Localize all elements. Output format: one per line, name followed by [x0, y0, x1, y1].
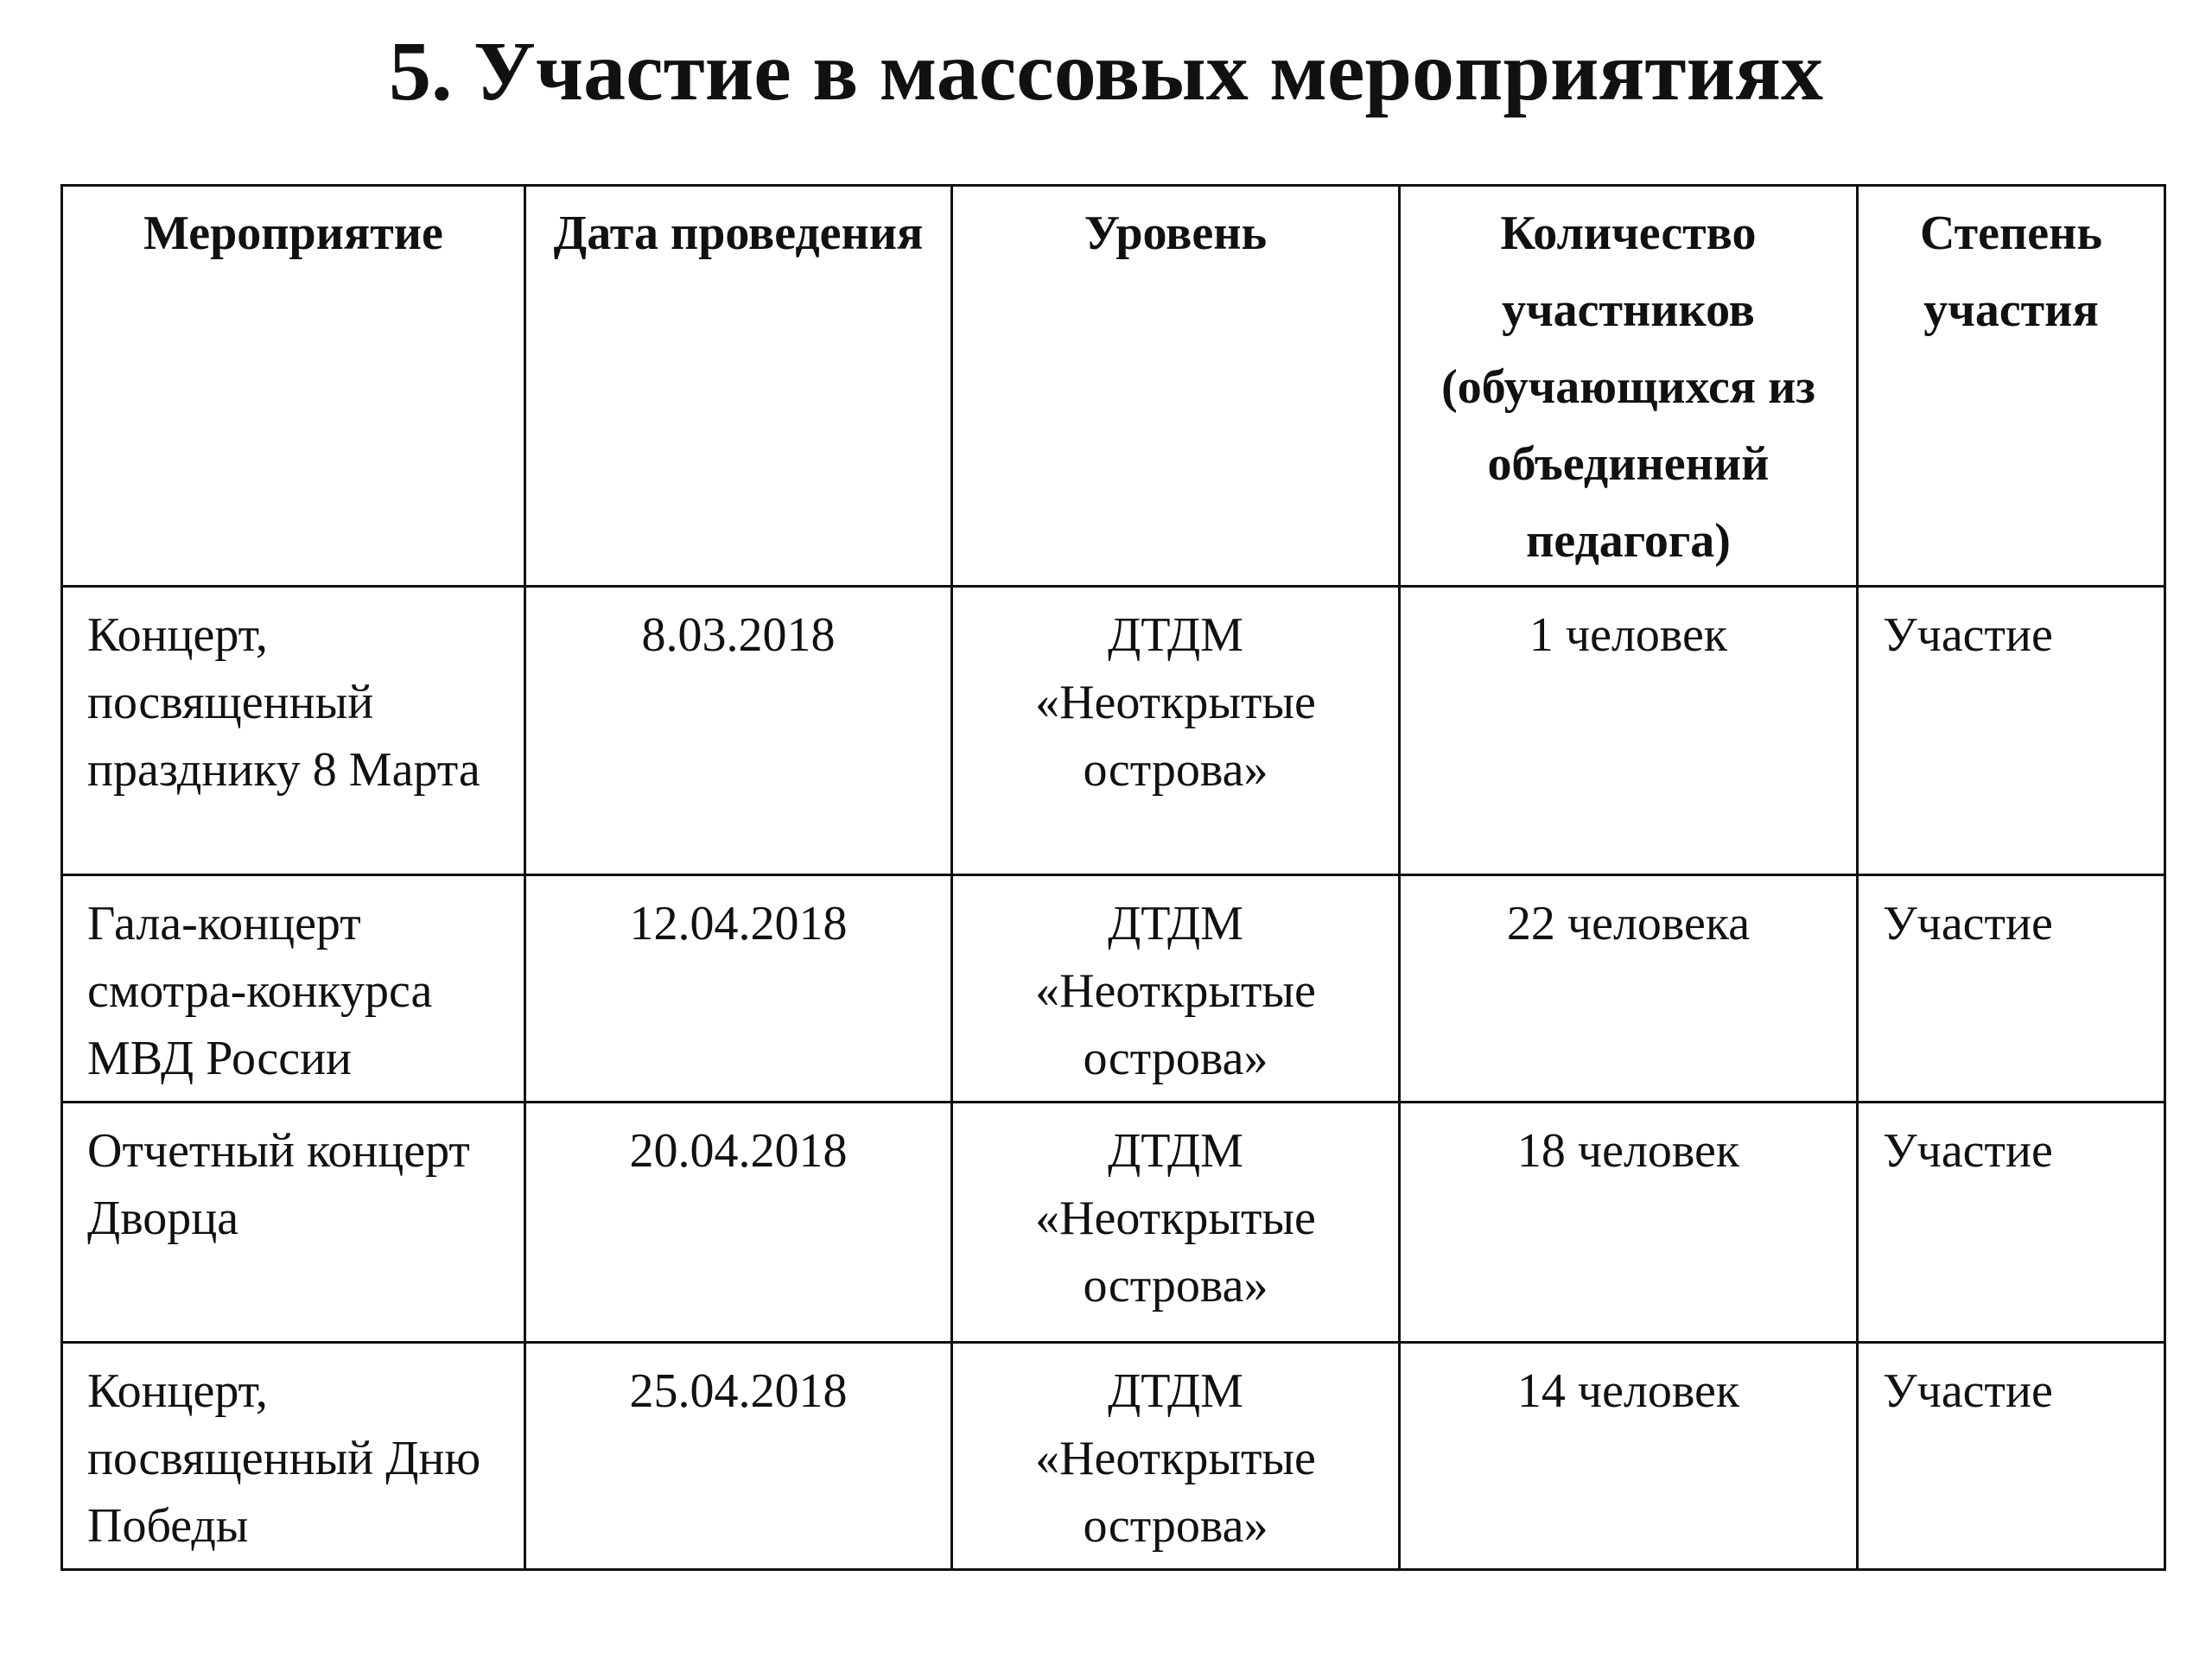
column-header-participation: Степень участия [1858, 186, 2165, 587]
participation-cell: Участие [1858, 587, 2165, 875]
table-row [62, 875, 2165, 1103]
column-header-date: Дата проведения [525, 186, 952, 587]
date-cell: 12.04.2018 [525, 875, 952, 1103]
event-cell: Концерт, посвященный Дню Победы [62, 1343, 525, 1570]
date-cell: 8.03.2018 [525, 587, 952, 875]
participation-cell: Участие [1858, 875, 2165, 1103]
participants-cell: 1 человек [1400, 587, 1858, 875]
level-cell: ДТДМ «Неоткрытые острова» [952, 587, 1400, 875]
column-header-event: Мероприятие [62, 186, 525, 587]
level-cell: ДТДМ «Неоткрытые острова» [952, 1103, 1400, 1343]
level-cell: ДТДМ «Неоткрытые острова» [952, 1343, 1400, 1570]
table-row [62, 587, 2165, 875]
events-table [60, 184, 2166, 1571]
participants-cell: 22 человека [1400, 875, 1858, 1103]
participation-cell: Участие [1858, 1343, 2165, 1570]
event-cell: Отчетный концерт Дворца [62, 1103, 525, 1343]
level-cell: ДТДМ «Неоткрытые острова» [952, 875, 1400, 1103]
page-title: 5. Участие в массовых мероприятиях [388, 25, 1824, 118]
table-row [62, 1103, 2165, 1343]
date-cell: 20.04.2018 [525, 1103, 952, 1343]
table-header-row [62, 186, 2165, 587]
participants-cell: 14 человек [1400, 1343, 1858, 1570]
participants-cell: 18 человек [1400, 1103, 1858, 1343]
table-row [62, 1343, 2165, 1570]
event-cell: Гала-концерт смотра-конкурса МВД России [62, 875, 525, 1103]
event-cell: Концерт, посвященный празднику 8 Марта [62, 587, 525, 875]
column-header-level: Уровень [952, 186, 1400, 587]
date-cell: 25.04.2018 [525, 1343, 952, 1570]
column-header-participants: Количество участников (обучающихся из объединений педагога) [1400, 186, 1858, 587]
participation-cell: Участие [1858, 1103, 2165, 1343]
